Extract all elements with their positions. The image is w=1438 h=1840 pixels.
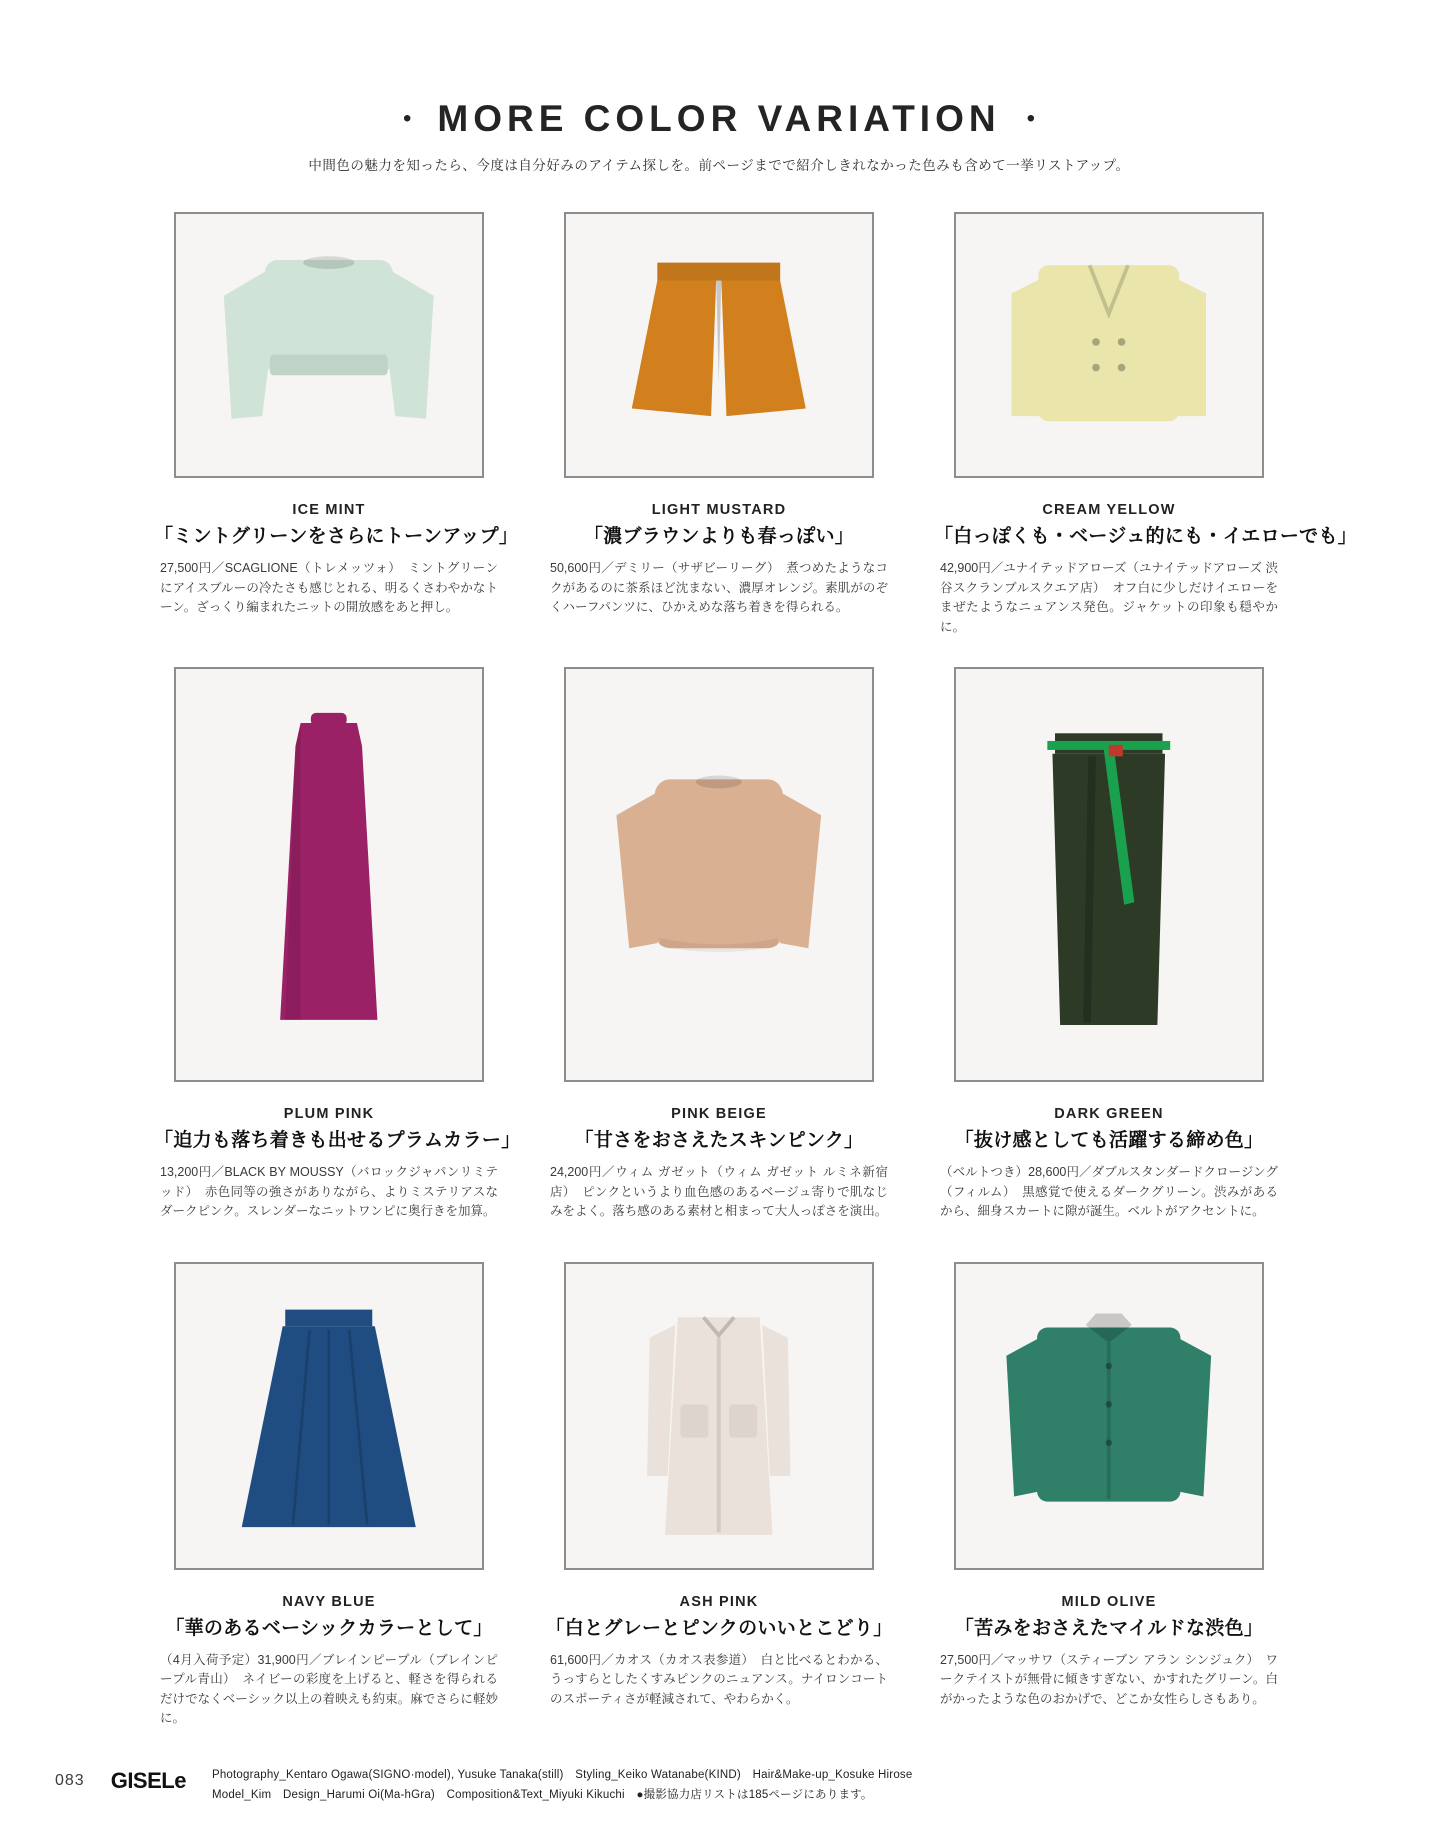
product-card-plum-pink [154,667,521,1222]
product-photo-frame [174,667,484,1082]
color-name-label: ASH PINK [679,1593,759,1610]
product-card-mild-olive [934,1262,1284,1729]
item-headline: 「白っぽくも・ベージュ的にも・イエローでも」 [934,526,1358,547]
title-bullet-left: • [403,104,412,132]
product-card-navy-blue [154,1262,504,1729]
belted-skirt-image [968,685,1250,1063]
item-description: （ベルトつき）28,600円／ダブルスタンダードクロージング（フィルム） 黒感覚で使えるダークグリーン。渋みがあるから、細身スカートに隙が誕生。ベルトがアクセントに。 [940,1165,1278,1218]
title-line [0,100,1438,137]
item-headline: 「濃ブラウンよりも春っぽい」 [583,526,855,547]
product-card-light-mustard [544,212,894,637]
product-photo-frame [564,1262,874,1570]
product-photo-frame [564,212,874,478]
skirt-image [188,1276,470,1556]
item-description: 27,500円／SCAGLIONE（トレメッツォ） ミントグリーンにアイスブルーの冷たさも感じとれる、明るくさわやかなトーン。ざっくり編まれたニットの開放感をあと押し。 [160,561,498,614]
credits-line-1: Photography_Kentaro Ogawa(SIGNO·model), Yusuke Tanaka(still) Styling_Keiko Watanabe(KIND) Hair&Make-up_Kosuke Hirose [211,1769,913,1781]
product-photo-frame [954,212,1264,478]
dress-image [188,685,470,1063]
product-photo-frame [564,667,874,1082]
header [0,0,1438,174]
grid-row-3 [0,1262,1438,1729]
gisele-logo: GISELe [110,1768,186,1793]
product-photo-frame [174,1262,484,1570]
item-headline: 「甘さをおさえたスキンピンク」 [574,1130,864,1151]
tunic-image [578,685,860,1063]
item-description: （4月入荷予定）31,900円／ブレインピープル（ブレインピープル青山） ネイビーの彩度を上げると、軽さを得られるだけでなくベーシック以上の着映えも約束。麻でさらに軽妙に。 [160,1652,498,1725]
item-headline: 「ミントグリーンをさらにトーンアップ」 [154,526,519,547]
shirt-jacket-image [968,1276,1250,1556]
item-description: 42,900円／ユナイテッドアローズ（ユナイテッドアローズ 渋谷スクランブルスクエア店） オフ白に少しだけイエローをまぜたようなニュアンス発色。ジャケットの印象も穏やかに。 [940,561,1278,634]
footer [55,1766,1385,1805]
grid-row-1 [0,212,1438,637]
credits-line-2: Model_Kim Design_Harumi Oi(Ma-hGra) Composition&Text_Miyuki Kikuchi ●撮影協力店リストは185ページにあります。 [211,1788,873,1801]
shorts-image [578,224,860,465]
item-headline: 「迫力も落ち着きも出せるプラムカラー」 [154,1130,521,1151]
product-card-ice-mint [154,212,519,637]
color-name-label: DARK GREEN [1054,1106,1164,1122]
item-description: 61,600円／カオス（カオス表参道） 白と比べるとわかる、うっすらとしたくすみピンクのニュアンス。ナイロンコートのスポーティさが軽減されて、やわらかく。 [550,1652,888,1706]
color-name-label: MILD OLIVE [1061,1593,1157,1610]
product-card-dark-green [934,667,1284,1222]
product-photo-frame [954,667,1264,1082]
long-coat-image [578,1276,860,1556]
product-card-pink-beige [544,667,894,1222]
item-description: 24,200円／ウィム ガゼット（ウィム ガゼット ルミネ新宿店） ピンクというより血色感のあるベージュ寄りで肌なじみをよく。落ち感のある素材と相まって大人っぽさを演出。 [550,1165,888,1218]
sweater-image [188,224,470,465]
item-description: 27,500円／マッサワ（スティーブン アラン シンジュク） ワークテイストが無骨に傾きすぎない、かすれたグリーン。白がかったような色のおかげで、どこか女性らしさもあり。 [940,1652,1278,1706]
item-description: 50,600円／デミリー（サザビーリーグ） 煮つめたようなコクがあるのに茶系ほど沈まない、濃厚オレンジ。素肌がのぞくハーフパンツに、ひかえめな落ち着きを得られる。 [550,561,888,614]
title-bullet-right: • [1026,104,1035,132]
product-card-cream-yellow [934,212,1358,637]
grid-row-2 [0,667,1438,1222]
item-headline: 「白とグレーとピンクのいいとこどり」 [545,1617,893,1639]
color-name-label: PINK BEIGE [671,1106,767,1122]
jacket-image [968,224,1250,465]
item-headline: 「抜け感としても活躍する締め色」 [954,1130,1264,1151]
product-card-ash-pink [544,1262,894,1729]
color-name-label: LIGHT MUSTARD [651,502,787,518]
color-name-label: ICE MINT [292,502,366,518]
color-name-label: CREAM YELLOW [1042,502,1176,518]
product-photo-frame [954,1262,1264,1570]
page-number: 083 [55,1772,85,1789]
credits-block [212,1766,913,1805]
item-description: 13,200円／BLACK BY MOUSSY（バロックジャパンリミテッド） 赤色同等の強さがありながら、よりミステリアスなダークピンク。スレンダーなニットワンピに奥行きを加算。 [160,1165,498,1218]
page-title: MORE COLOR VARIATION [437,98,1001,139]
page-subtitle: 中間色の魅力を知ったら、今度は自分好みのアイテム探しを。前ページまでで紹介しきれなかった色みも含めて一挙リストアップ。 [308,158,1130,173]
item-headline: 「苦みをおさえたマイルドな渋色」 [954,1617,1264,1639]
item-headline: 「華のあるベーシックカラーとして」 [165,1617,493,1639]
color-name-label: NAVY BLUE [282,1593,376,1610]
product-photo-frame [174,212,484,478]
color-name-label: PLUM PINK [283,1106,375,1122]
